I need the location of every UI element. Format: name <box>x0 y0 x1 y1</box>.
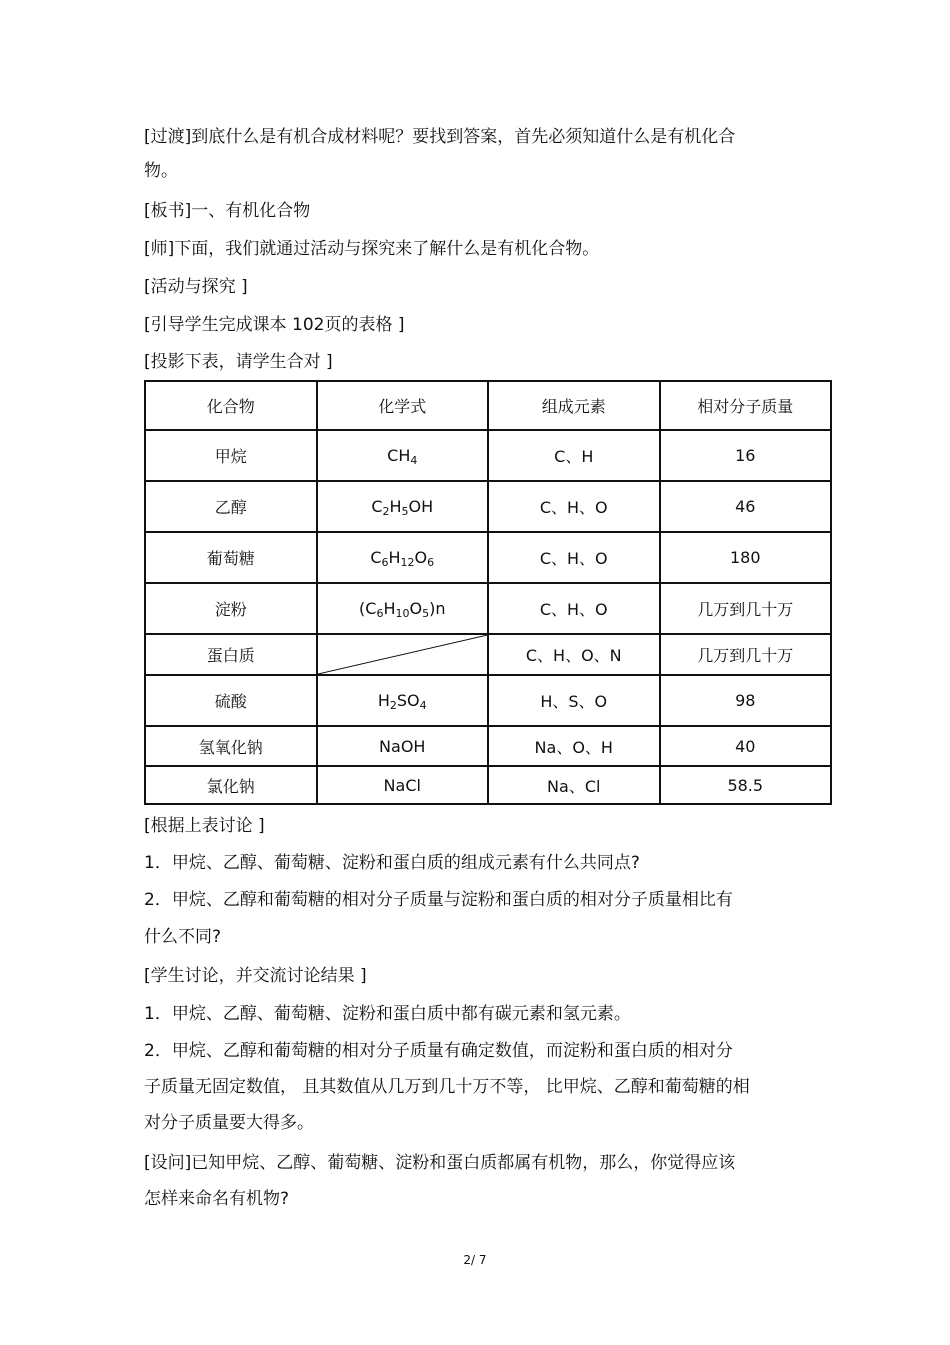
text-line: 2．甲烷、乙醇和葡萄糖的相对分子质量有确定数值，而淀粉和蛋白质的相对分 <box>144 1041 733 1061</box>
formula-cell <box>317 532 489 583</box>
text-line: 1．甲烷、乙醇、葡萄糖、淀粉和蛋白质中都有碳元素和氢元素。 <box>144 1004 631 1024</box>
formula-subscript: 12 <box>400 556 415 569</box>
elements-cell: H、S、O <box>488 675 660 726</box>
text-line: 什么不同? <box>144 927 222 947</box>
page-number: 2/ 7 <box>463 1253 487 1267</box>
table-row <box>145 634 831 675</box>
formula-text: SO <box>396 691 420 710</box>
compound-name-cell: 葡萄糖 <box>145 532 317 583</box>
formula-text: H <box>377 691 390 710</box>
formula-text: O <box>409 599 423 618</box>
table-header-cell: 组成元素 <box>488 381 660 430</box>
formula-cell <box>317 675 489 726</box>
text-line: [师]下面，我们就通过活动与探究来了解什么是有机化合物。 <box>144 239 600 259</box>
formula-text: H <box>388 548 401 567</box>
formula-text: )n <box>429 599 446 618</box>
table-row <box>145 675 831 726</box>
mass-cell: 98 <box>660 675 832 726</box>
text-line: 1．甲烷、乙醇、葡萄糖、淀粉和蛋白质的组成元素有什么共同点? <box>144 853 640 873</box>
elements-cell: Na、Cl <box>488 766 660 804</box>
text-line: [引导学生完成课本 102页的表格 ] <box>144 315 405 335</box>
table-row <box>145 583 831 634</box>
text-line: [学生讨论，并交流讨论结果 ] <box>144 966 367 986</box>
text-line: 子质量无固定数值， 且其数值从几万到几十万不等， 比甲烷、乙醇和葡萄糖的相 <box>144 1077 750 1097</box>
formula-text: NaOH <box>379 736 426 756</box>
text-line: 2．甲烷、乙醇和葡萄糖的相对分子质量与淀粉和蛋白质的相对分子质量相比有 <box>144 890 733 910</box>
table-row <box>145 532 831 583</box>
text-line: 怎样来命名有机物? <box>144 1189 290 1209</box>
elements-cell: C、H、O、N <box>488 634 660 675</box>
formula-cell <box>317 726 489 766</box>
formula-text: O <box>414 548 428 567</box>
text-line: [活动与探究 ] <box>144 277 248 297</box>
table-header-cell: 化学式 <box>317 381 489 430</box>
table-row <box>145 430 831 481</box>
formula-subscript: 10 <box>395 607 410 620</box>
text-line: [根据上表讨论 ] <box>144 816 265 836</box>
formula-text: CH <box>387 446 411 465</box>
text-line: 对分子质量要大得多。 <box>144 1113 314 1133</box>
formula-cell <box>317 634 489 675</box>
formula-subscript: 2 <box>389 699 397 712</box>
formula-subscript: 6 <box>381 556 389 569</box>
elements-cell: C、H <box>488 430 660 481</box>
section-heading: [板书]一、有机化合物 <box>144 201 311 221</box>
formula-text: (C <box>359 599 377 618</box>
formula-cell <box>317 481 489 532</box>
elements-cell: C、H、O <box>488 532 660 583</box>
text-line: [过渡]到底什么是有机合成材料呢？要找到答案，首先必须知道什么是有机化合 <box>144 127 736 147</box>
elements-cell: Na、O、H <box>488 726 660 766</box>
table-header-cell: 化合物 <box>145 381 317 430</box>
formula-subscript: 5 <box>422 607 430 620</box>
table-row <box>145 481 831 532</box>
compound-name-cell: 乙醇 <box>145 481 317 532</box>
elements-cell: C、H、O <box>488 583 660 634</box>
text-line: [投影下表，请学生合对 ] <box>144 352 333 372</box>
formula-cell <box>317 583 489 634</box>
formula-cell <box>317 766 489 804</box>
formula-subscript: 6 <box>427 556 435 569</box>
formula-cell <box>317 430 489 481</box>
compound-name-cell: 氢氧化钠 <box>145 726 317 766</box>
compound-name-cell: 淀粉 <box>145 583 317 634</box>
formula-text: C <box>370 548 382 567</box>
diagonal-line <box>318 635 488 674</box>
text-line: [设问]已知甲烷、乙醇、葡萄糖、淀粉和蛋白质都属有机物，那么，你觉得应该 <box>144 1153 736 1173</box>
compound-name-cell: 甲烷 <box>145 430 317 481</box>
formula-subscript: 2 <box>382 505 390 518</box>
compound-name-cell: 蛋白质 <box>145 634 317 675</box>
compound-name-cell: 硫酸 <box>145 675 317 726</box>
mass-cell: 几万到几十万 <box>660 634 832 675</box>
formula-text: C <box>371 497 383 516</box>
mass-cell: 几万到几十万 <box>660 583 832 634</box>
table-header-row <box>145 381 831 430</box>
table-row <box>145 726 831 766</box>
formula-text: NaCl <box>383 775 421 795</box>
mass-cell: 58.5 <box>660 766 832 804</box>
formula-text: OH <box>408 497 434 516</box>
mass-cell: 40 <box>660 726 832 766</box>
mass-cell: 180 <box>660 532 832 583</box>
formula-subscript: 4 <box>410 454 418 467</box>
formula-text: H <box>383 599 396 618</box>
mass-cell: 16 <box>660 430 832 481</box>
elements-cell: C、H、O <box>488 481 660 532</box>
formula-text: H <box>389 497 402 516</box>
compound-table <box>144 380 832 805</box>
formula-subscript: 6 <box>376 607 384 620</box>
formula-subscript: 5 <box>401 505 409 518</box>
table-row <box>145 766 831 804</box>
table-header-cell: 相对分子质量 <box>660 381 832 430</box>
text-line: 物。 <box>144 161 178 181</box>
formula-subscript: 4 <box>419 699 427 712</box>
compound-name-cell: 氯化钠 <box>145 766 317 804</box>
mass-cell: 46 <box>660 481 832 532</box>
